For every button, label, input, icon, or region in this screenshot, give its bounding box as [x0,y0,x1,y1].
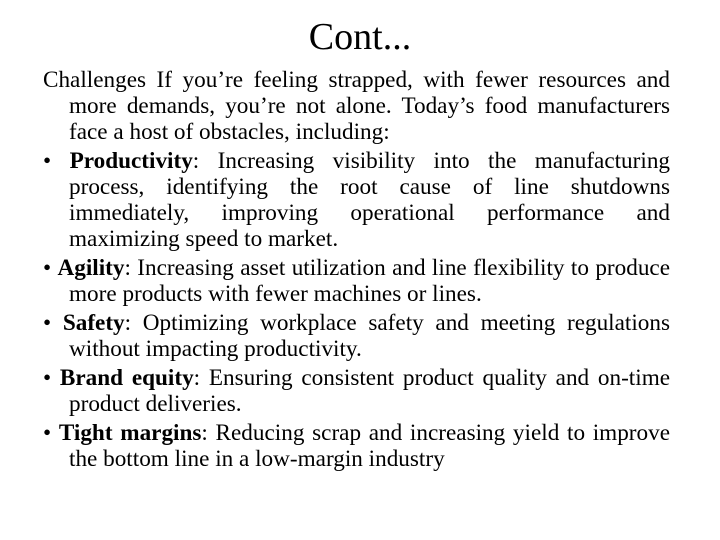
bullet-description: : Increasing asset utilization and line flexibility to produce more products with fewer machines or lines. [69,255,670,307]
bullet-term: Safety [62,310,125,336]
bullet-item-safety [43,310,670,362]
slide-title: Cont... [308,16,412,58]
bullet-symbol: • [43,420,52,446]
bullet-item-agility [43,255,670,307]
bullet-description: : Optimizing workplace safety and meeting regulations without impacting productivity. [69,310,671,362]
bullet-term: Agility [57,255,125,281]
bullet-symbol: • [43,255,52,281]
bullet-term: Brand equity [59,365,194,391]
bullet-item-productivity [43,148,670,252]
intro-paragraph: Challenges If you’re feeling strapped, with fewer resources and more demands, you’re not alone. Today’s food manufacturers face a host of obstacles, including: [43,67,670,145]
bullet-item-tight-margins [43,420,670,472]
bullet-symbol: • [43,310,52,336]
bullet-symbol: • [43,148,52,174]
bullet-description: : Reducing scrap and increasing yield to improve the bottom line in a low-margin industry [69,420,671,472]
bullet-description: : Increasing visibility into the manufacturing process, identifying the root cause of line shutdowns immediately, improving operational performance and maximizing speed to market. [69,148,671,252]
bullet-description: : Ensuring consistent product quality and on-time product deliveries. [69,365,671,417]
bullet-item-brand-equity [43,365,670,417]
bullet-term: Productivity [69,148,193,174]
bullet-term: Tight margins [58,420,202,446]
bullet-symbol: • [43,365,52,391]
slide-body [43,67,670,475]
